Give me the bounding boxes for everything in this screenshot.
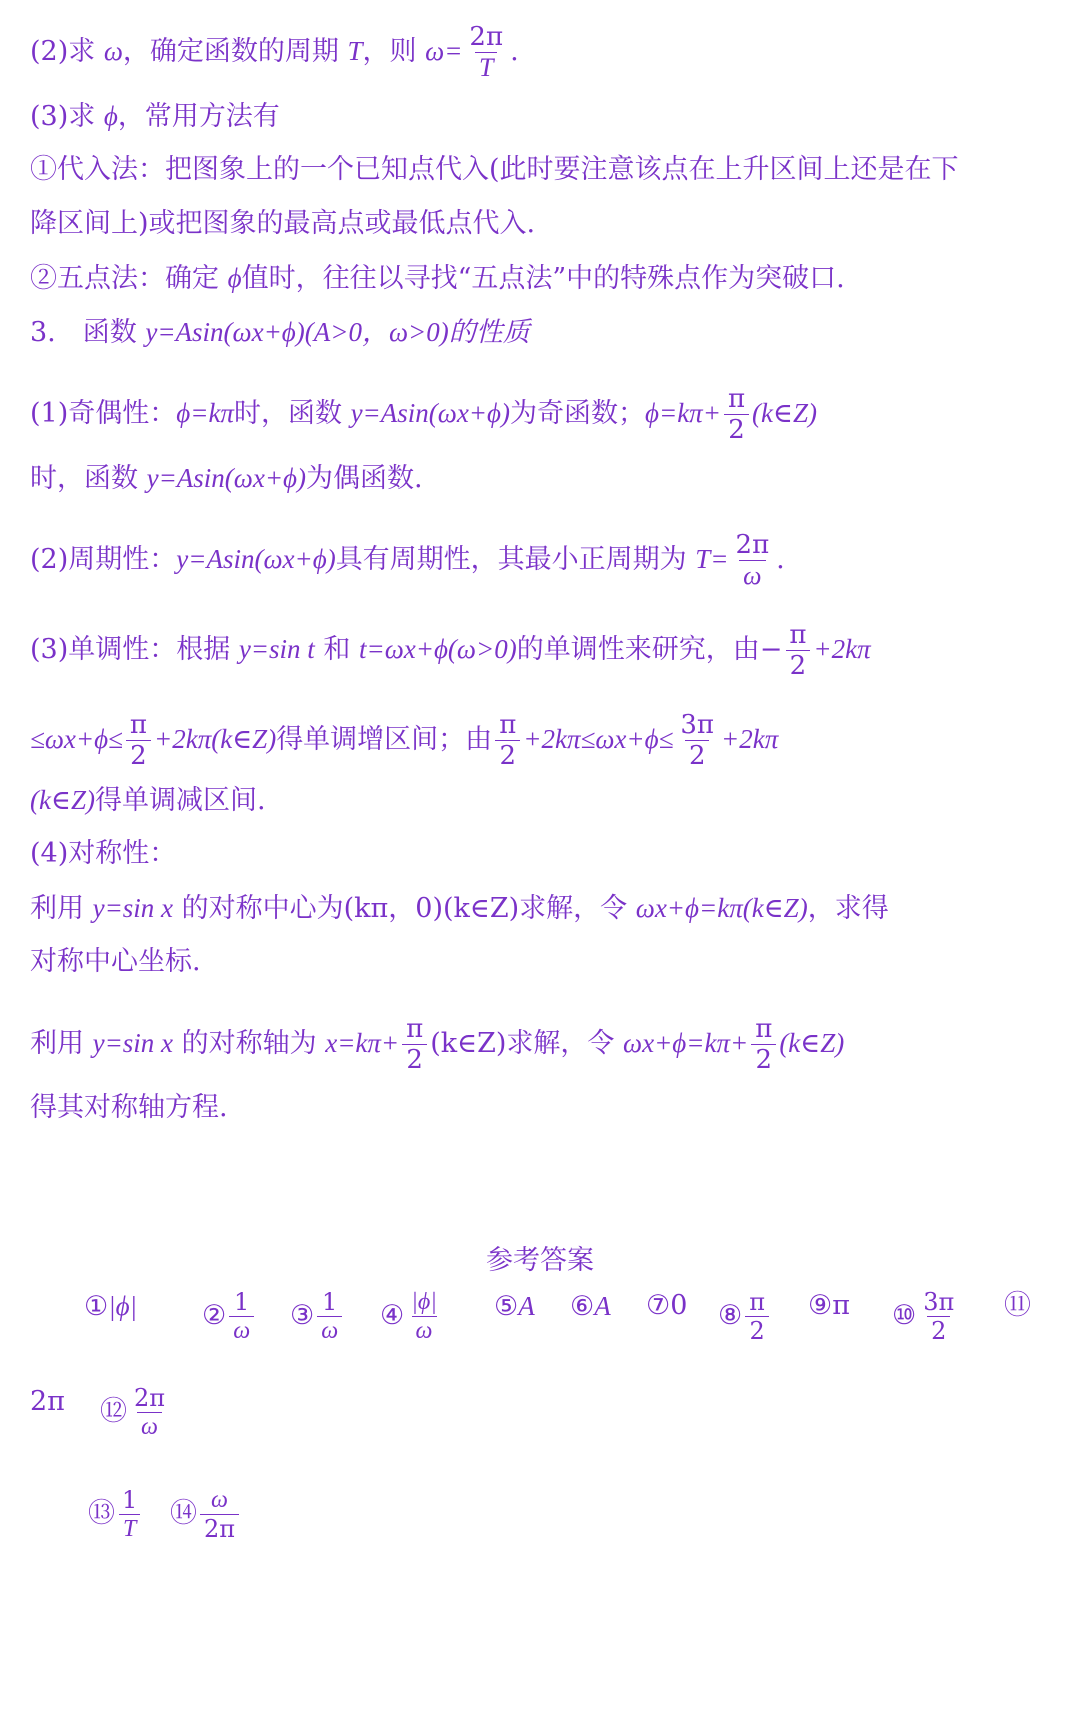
answer-9 (808, 1288, 850, 1324)
text-line-period (30, 530, 1052, 591)
math: +2kπ (813, 634, 871, 664)
answer-number: ⑨ (808, 1290, 833, 1321)
text-line-symmetry-axis (30, 1014, 1052, 1075)
math: ϕ=kπ+ (645, 398, 721, 428)
text: 利用 (30, 1028, 93, 1059)
text-line-parity (30, 384, 1052, 445)
math: ω (103, 36, 123, 66)
answer-value: |ϕ| (108, 1291, 138, 1321)
fraction-numerator: 1 (322, 1288, 338, 1316)
math: ≤ωx+ϕ≤ (30, 724, 123, 754)
fraction-numerator: π (129, 710, 147, 740)
text-line-2 (30, 96, 1052, 137)
text: 得单调减区间. (94, 785, 266, 816)
answer-number: ⑩ (892, 1300, 917, 1331)
fraction-denominator: 2 (786, 650, 811, 681)
fraction-denominator: 2 (126, 740, 151, 771)
text-line-symmetry-center-2: 对称中心坐标. (30, 946, 201, 977)
fraction (200, 1486, 239, 1543)
answer-6 (570, 1288, 611, 1325)
answer-value: A (518, 1291, 535, 1321)
text-line-symmetry-axis-2: 得其对称轴方程. (30, 1092, 228, 1123)
fraction-numerator: 3π (680, 710, 715, 740)
text: ，则 (362, 36, 426, 67)
fraction (118, 1486, 141, 1543)
math: y=sin x (92, 1028, 174, 1058)
math: y=Asin(ωx+ϕ) (145, 317, 305, 347)
fraction-numerator: 2π (134, 1384, 166, 1412)
fraction (751, 1014, 776, 1075)
answer-3 (290, 1288, 345, 1345)
fraction-numerator: 2π (469, 22, 504, 52)
answer-2 (202, 1288, 257, 1345)
text-line-parity-2 (30, 458, 1052, 499)
answer-5 (494, 1288, 535, 1325)
answer-7 (646, 1288, 687, 1324)
answer-14 (170, 1486, 242, 1543)
math: y=Asin(ωx+ϕ) (146, 463, 307, 493)
fraction-denominator: 2 (724, 414, 749, 445)
answer-number: ④ (380, 1300, 405, 1331)
answer-number: ⑤ (494, 1291, 519, 1322)
text: 为偶函数. (306, 463, 423, 494)
text-line-monotonic (30, 620, 1052, 681)
math: (k∈Z) (752, 398, 817, 428)
fraction-numerator: 1 (122, 1486, 138, 1514)
text-line-monotonic-3 (30, 780, 1052, 821)
math: ϕ=kπ (176, 398, 234, 428)
text: 时，函数 (30, 463, 147, 494)
answer-4 (380, 1288, 444, 1345)
fraction-denominator: 2 (927, 1316, 950, 1345)
fraction (229, 1288, 254, 1345)
answer-number: ⑥ (570, 1291, 595, 1322)
math: (k∈Z) (779, 1028, 845, 1058)
fraction-numerator: |ϕ| (411, 1289, 437, 1315)
text: . (510, 36, 519, 67)
text: . (776, 544, 785, 575)
text: 时，函数 (233, 398, 351, 429)
fraction-denominator: 2 (402, 1044, 427, 1075)
text: (k∈Z)求解，令 (430, 1028, 624, 1059)
text: 的对称中心为(kπ，0)(k∈Z)求解，令 (173, 893, 636, 924)
text: 的单调性来研究，由− (516, 634, 783, 665)
fraction (745, 1288, 769, 1345)
fraction-denominator: 2 (685, 740, 710, 771)
text-line-symmetry-center (30, 888, 1052, 929)
math: ωx+ϕ=kπ+ (623, 1028, 749, 1058)
answer-12 (100, 1384, 172, 1441)
text: (1)奇偶性： (30, 398, 177, 429)
answer-number: ⑭ (170, 1498, 197, 1529)
text: 利用 (30, 893, 93, 924)
answer-number: ⑫ (100, 1396, 127, 1427)
text: 3. 函数 (30, 317, 146, 348)
fraction (676, 710, 718, 771)
answer-number: ③ (290, 1300, 315, 1331)
text: 值时，往往以寻找“五点法”中的特殊点作为突破口. (241, 263, 845, 294)
fraction-numerator: π (749, 1288, 765, 1316)
text: ，求得 (807, 893, 889, 924)
section-heading-3 (30, 312, 1052, 353)
math: T= (695, 544, 729, 574)
math: (k∈Z) (30, 785, 95, 815)
text: 具有周期性，其最小正周期为 (335, 544, 696, 575)
fraction-denominator: ω (412, 1316, 437, 1345)
text-line-3: ①代入法：把图象上的一个已知点代入(此时要注意该点在上升区间上还是在下 (30, 154, 959, 185)
fraction (126, 710, 151, 771)
text-line-1 (30, 22, 1052, 83)
fraction-denominator: 2 (751, 1044, 776, 1075)
fraction (785, 620, 810, 681)
answer-8 (718, 1288, 772, 1345)
fraction (919, 1288, 958, 1345)
answer-number: ⑬ (88, 1498, 115, 1529)
answer-number: ⑦ (646, 1290, 671, 1321)
fraction-numerator: π (727, 384, 746, 414)
fraction-denominator: T (475, 52, 497, 83)
fraction-denominator: ω (229, 1316, 254, 1345)
math: ωx+ϕ=kπ(k∈Z) (635, 893, 808, 923)
fraction (407, 1288, 441, 1345)
text: (3)单调性：根据 (30, 634, 239, 665)
math: y=sin t (238, 634, 315, 664)
answer-1 (84, 1288, 137, 1325)
fraction-numerator: π (406, 1014, 424, 1044)
math: y=Asin(ωx+ϕ) (176, 544, 336, 574)
fraction (724, 384, 749, 445)
fraction-numerator: 2π (735, 530, 770, 560)
fraction (465, 22, 507, 83)
math: x=kπ+ (325, 1028, 400, 1058)
text-line-monotonic-2 (30, 710, 1052, 771)
fraction (495, 710, 520, 771)
answer-value: π (832, 1290, 850, 1321)
text: (3)求 (30, 101, 104, 132)
answer-13 (88, 1486, 144, 1543)
fraction (130, 1384, 169, 1441)
fraction (317, 1288, 342, 1345)
fraction-numerator: 3π (923, 1288, 955, 1316)
text-line-5 (30, 258, 1052, 299)
text-line-4: 降区间上)或把图象的最高点或最低点代入. (30, 208, 536, 239)
fraction-denominator: ω (137, 1412, 162, 1441)
fraction-denominator: ω (317, 1316, 342, 1345)
math: T (347, 36, 363, 66)
text: 和 (314, 634, 359, 665)
fraction-numerator: 1 (234, 1288, 250, 1316)
fraction-numerator: π (755, 1014, 773, 1044)
answer-11-number: ⑪ (1004, 1290, 1031, 1321)
text: 为奇函数； (510, 398, 645, 429)
fraction-denominator: ω (739, 560, 765, 591)
text: ②五点法：确定 (30, 263, 228, 294)
answer-10 (892, 1288, 961, 1345)
math: y=Asin(ωx+ϕ) (350, 398, 510, 428)
math: (A>0，ω>0)的性质 (304, 317, 530, 347)
answer-value: A (594, 1291, 611, 1321)
fraction-numerator: π (499, 710, 517, 740)
math: ϕ (227, 263, 242, 293)
fraction-numerator: π (789, 620, 807, 650)
text: (2)周期性： (30, 544, 177, 575)
fraction-denominator: 2 (495, 740, 520, 771)
text-line-symmetry-heading: (4)对称性： (30, 838, 177, 869)
text: ，确定函数的周期 (122, 36, 348, 67)
text: 的对称轴为 (173, 1028, 326, 1059)
fraction-denominator: 2 (745, 1316, 768, 1345)
fraction (402, 1014, 427, 1075)
math: +2kπ (721, 724, 779, 754)
fraction (732, 530, 774, 591)
math: t=ωx+ϕ(ω>0) (358, 634, 517, 664)
fraction-numerator: ω (211, 1487, 228, 1513)
answer-11-value: 2π (30, 1386, 65, 1417)
answer-value: 0 (670, 1290, 688, 1321)
answer-number: ① (84, 1291, 109, 1322)
fraction-denominator: 2π (200, 1514, 239, 1543)
text: ，常用方法有 (117, 101, 280, 132)
math: ω= (425, 36, 463, 66)
text: 得单调增区间；由 (276, 724, 493, 755)
math: y=sin x (92, 893, 174, 923)
math: +2kπ(k∈Z) (153, 724, 277, 754)
answer-number: ⑧ (718, 1300, 743, 1331)
answers-title: 参考答案 (486, 1245, 594, 1276)
answer-number: ② (202, 1300, 227, 1331)
text: (2)求 (30, 36, 104, 67)
fraction-denominator: T (119, 1514, 140, 1543)
math: ϕ (103, 101, 118, 131)
math: +2kπ≤ωx+ϕ≤ (523, 724, 674, 754)
